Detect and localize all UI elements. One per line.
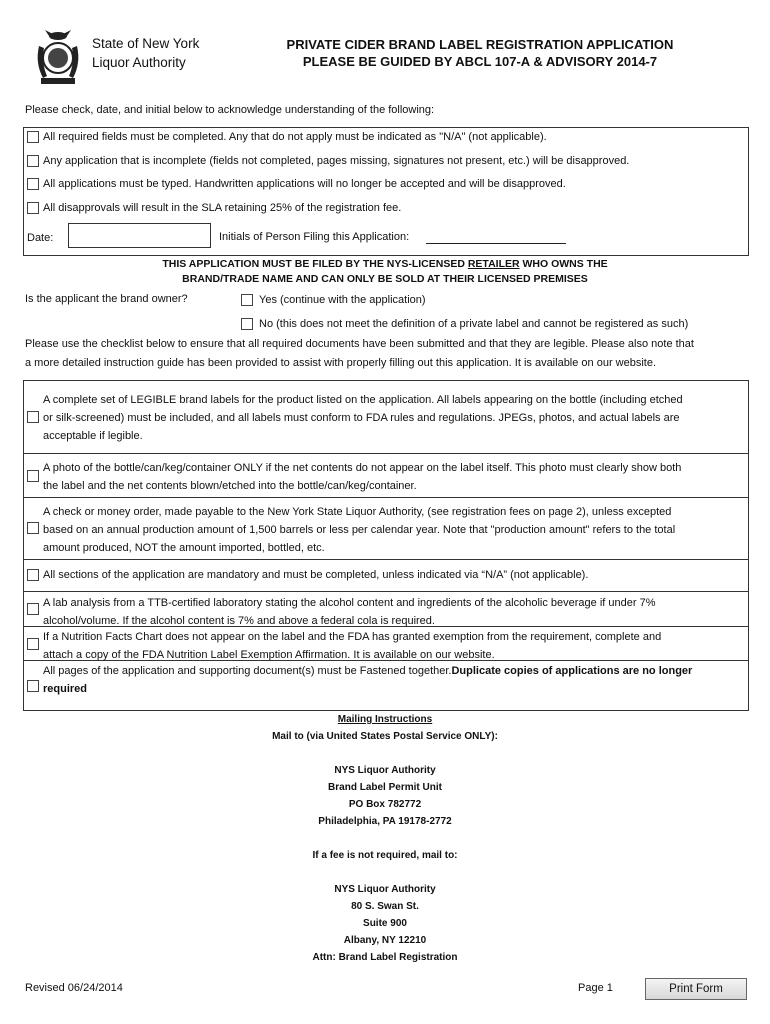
title-line1: PRIVATE CIDER BRAND LABEL REGISTRATION APPLICATION — [286, 37, 674, 52]
ack-item-1 — [27, 131, 547, 143]
checklist-checkbox-7[interactable] — [27, 680, 39, 692]
owner-no-label: No (this does not meet the definition of a private label and cannot be registered as such) — [259, 318, 689, 330]
checklist-item-5 — [43, 594, 655, 630]
owner-no-option — [241, 318, 688, 330]
address-line: NYS Liquor Authority — [334, 884, 436, 895]
print-form-button[interactable]: Print Form — [645, 978, 747, 1000]
notice-text: THIS APPLICATION MUST BE FILED BY THE NYS-LICENSED — [162, 258, 468, 270]
checklist-line-text: All pages of the application and supporting document(s) must be Fastened together. — [43, 665, 452, 677]
checklist-intro-line1: Please use the checklist below to ensure that all required documents have been submitted and that they are legible. Please also note that — [25, 338, 694, 350]
row-divider — [23, 453, 749, 454]
revision-date: Revised 06/24/2014 — [25, 982, 123, 994]
checklist-item-4 — [43, 566, 588, 584]
spacer — [185, 830, 585, 847]
checklist-line — [43, 662, 692, 680]
checklist-item-2 — [43, 459, 681, 495]
ack-checkbox-3[interactable] — [27, 178, 39, 190]
checklist-checkbox-3[interactable] — [27, 522, 39, 534]
checklist-line: All sections of the application are mandatory and must be completed, unless indicated via “N/A” (not applicable). — [43, 569, 589, 581]
checklist-line: A complete set of LEGIBLE brand labels for the product listed on the application. All labels appearing on the bottle (including etched — [43, 394, 683, 406]
owner-yes-label: Yes (continue with the application) — [259, 294, 426, 306]
checklist-line — [43, 680, 692, 698]
address-line: Attn: Brand Label Registration — [312, 952, 458, 963]
no-fee-note: If a fee is not required, mail to: — [312, 850, 458, 861]
checklist-checkbox-6[interactable] — [27, 638, 39, 650]
checklist-item-1 — [43, 391, 683, 445]
ack-checkbox-1[interactable] — [27, 131, 39, 143]
checklist-line: the label and the net contents blown/etched into the bottle/can/keg/container. — [43, 480, 417, 492]
checklist-line: A lab analysis from a TTB-certified laboratory stating the alcohol content and ingredients of the alcoholic beverage if under 7% — [43, 597, 656, 609]
address-line: Albany, NY 12210 — [343, 935, 427, 946]
retailer-notice — [100, 257, 670, 287]
notice-underlined: RETAILER — [467, 258, 520, 270]
checklist-line: alcohol/volume. If the alcohol content is 7% and above a federal cola is required. — [43, 615, 435, 627]
checklist-item-7 — [43, 662, 692, 698]
row-divider — [23, 591, 749, 592]
checklist-item-3 — [43, 503, 675, 557]
date-field[interactable] — [68, 223, 211, 248]
ack-item-4 — [27, 202, 401, 214]
ack-item-text: All disapprovals will result in the SLA retaining 25% of the registration fee. — [43, 202, 402, 214]
ack-item-2 — [27, 155, 629, 167]
checklist-line: A check or money order, made payable to the New York State Liquor Authority, (see registration fees on page 2), unless excepted — [43, 506, 672, 518]
mailing-via: Mail to (via United States Postal Service ONLY): — [272, 731, 498, 742]
checklist-line: A photo of the bottle/can/keg/container ONLY if the net contents do not appear on the label itself. This photo must clearly show both — [43, 462, 682, 474]
ack-item-text: Any application that is incomplete (fields not completed, pages missing, signatures not present, etc.) will be disapproved. — [43, 155, 630, 167]
checklist-item-6 — [43, 628, 661, 664]
address-line: Suite 900 — [363, 918, 407, 929]
mailing-heading — [185, 711, 585, 728]
checklist-line: attach a copy of the FDA Nutrition Label Exemption Affirmation. It is available on our website. — [43, 649, 495, 661]
ack-item-3 — [27, 178, 566, 190]
initials-field[interactable] — [426, 243, 566, 244]
notice-text: WHO OWNS THE — [519, 258, 608, 270]
owner-yes-checkbox[interactable] — [241, 294, 253, 306]
checklist-checkbox-4[interactable] — [27, 569, 39, 581]
date-label: Date: — [27, 232, 54, 244]
brand-owner-question: Is the applicant the brand owner? — [25, 293, 188, 305]
mailing-heading-text: Mailing Instructions — [337, 714, 433, 725]
checklist-line: If a Nutrition Facts Chart does not appear on the label and the FDA has granted exemption from the requirement, complete and — [43, 631, 662, 643]
owner-yes-option — [241, 294, 426, 306]
checklist-line: amount produced, NOT the amount imported, bottled, etc. — [43, 542, 325, 554]
checklist-intro — [25, 335, 755, 373]
agency-name — [92, 34, 199, 72]
notice-line1 — [100, 257, 670, 272]
checklist-intro-line2: a more detailed instruction guide has been provided to assist with properly filling out this application. It is available on our website. — [25, 357, 657, 369]
spacer — [185, 864, 585, 881]
row-divider — [23, 497, 749, 498]
checklist-checkbox-5[interactable] — [27, 603, 39, 615]
mailing-instructions — [185, 711, 585, 966]
checklist-line: or silk-screened) must be included, and all labels must conform to FDA rules and regulations. JPEGs, photos, and actual labels are — [43, 412, 680, 424]
title-line2: PLEASE BE GUIDED BY ABCL 107-A & ADVISORY 2014-7 — [302, 54, 658, 69]
checklist-line: based on an annual production amount of 1,500 barrels or less per calendar year. Note that "production amount" refers to the total — [43, 524, 676, 536]
ack-item-text: All applications must be typed. Handwritten applications will no longer be accepted and will be disapproved. — [43, 178, 566, 190]
page-number: Page 1 — [578, 982, 613, 994]
row-divider — [23, 559, 749, 560]
address-line: 80 S. Swan St. — [351, 901, 419, 912]
agency-line1: State of New York — [92, 36, 200, 51]
notice-line2: BRAND/TRADE NAME AND CAN ONLY BE SOLD AT THEIR LICENSED PREMISES — [182, 273, 588, 285]
ack-checkbox-4[interactable] — [27, 202, 39, 214]
agency-line2: Liquor Authority — [92, 55, 186, 70]
spacer — [185, 745, 585, 762]
page-title — [250, 36, 710, 70]
ny-state-seal — [33, 28, 83, 88]
ack-item-text: All required fields must be completed. Any that do not apply must be indicated as "N/A" (not applicable). — [43, 131, 547, 143]
owner-no-checkbox[interactable] — [241, 318, 253, 330]
ack-checkbox-2[interactable] — [27, 155, 39, 167]
checklist-checkbox-2[interactable] — [27, 470, 39, 482]
address-line: PO Box 782772 — [348, 799, 422, 810]
acknowledge-intro: Please check, date, and initial below to acknowledge understanding of the following: — [25, 104, 435, 116]
checklist-bold-text: Duplicate copies of applications are no longer — [451, 665, 693, 677]
checklist-bold-text: required — [43, 683, 88, 695]
initials-label: Initials of Person Filing this Application: — [219, 231, 410, 243]
checklist-line: acceptable if legible. — [43, 430, 143, 442]
checklist-checkbox-1[interactable] — [27, 411, 39, 423]
address-line: Philadelphia, PA 19178-2772 — [318, 816, 452, 827]
address-line: NYS Liquor Authority — [334, 765, 436, 776]
address-line: Brand Label Permit Unit — [328, 782, 442, 793]
